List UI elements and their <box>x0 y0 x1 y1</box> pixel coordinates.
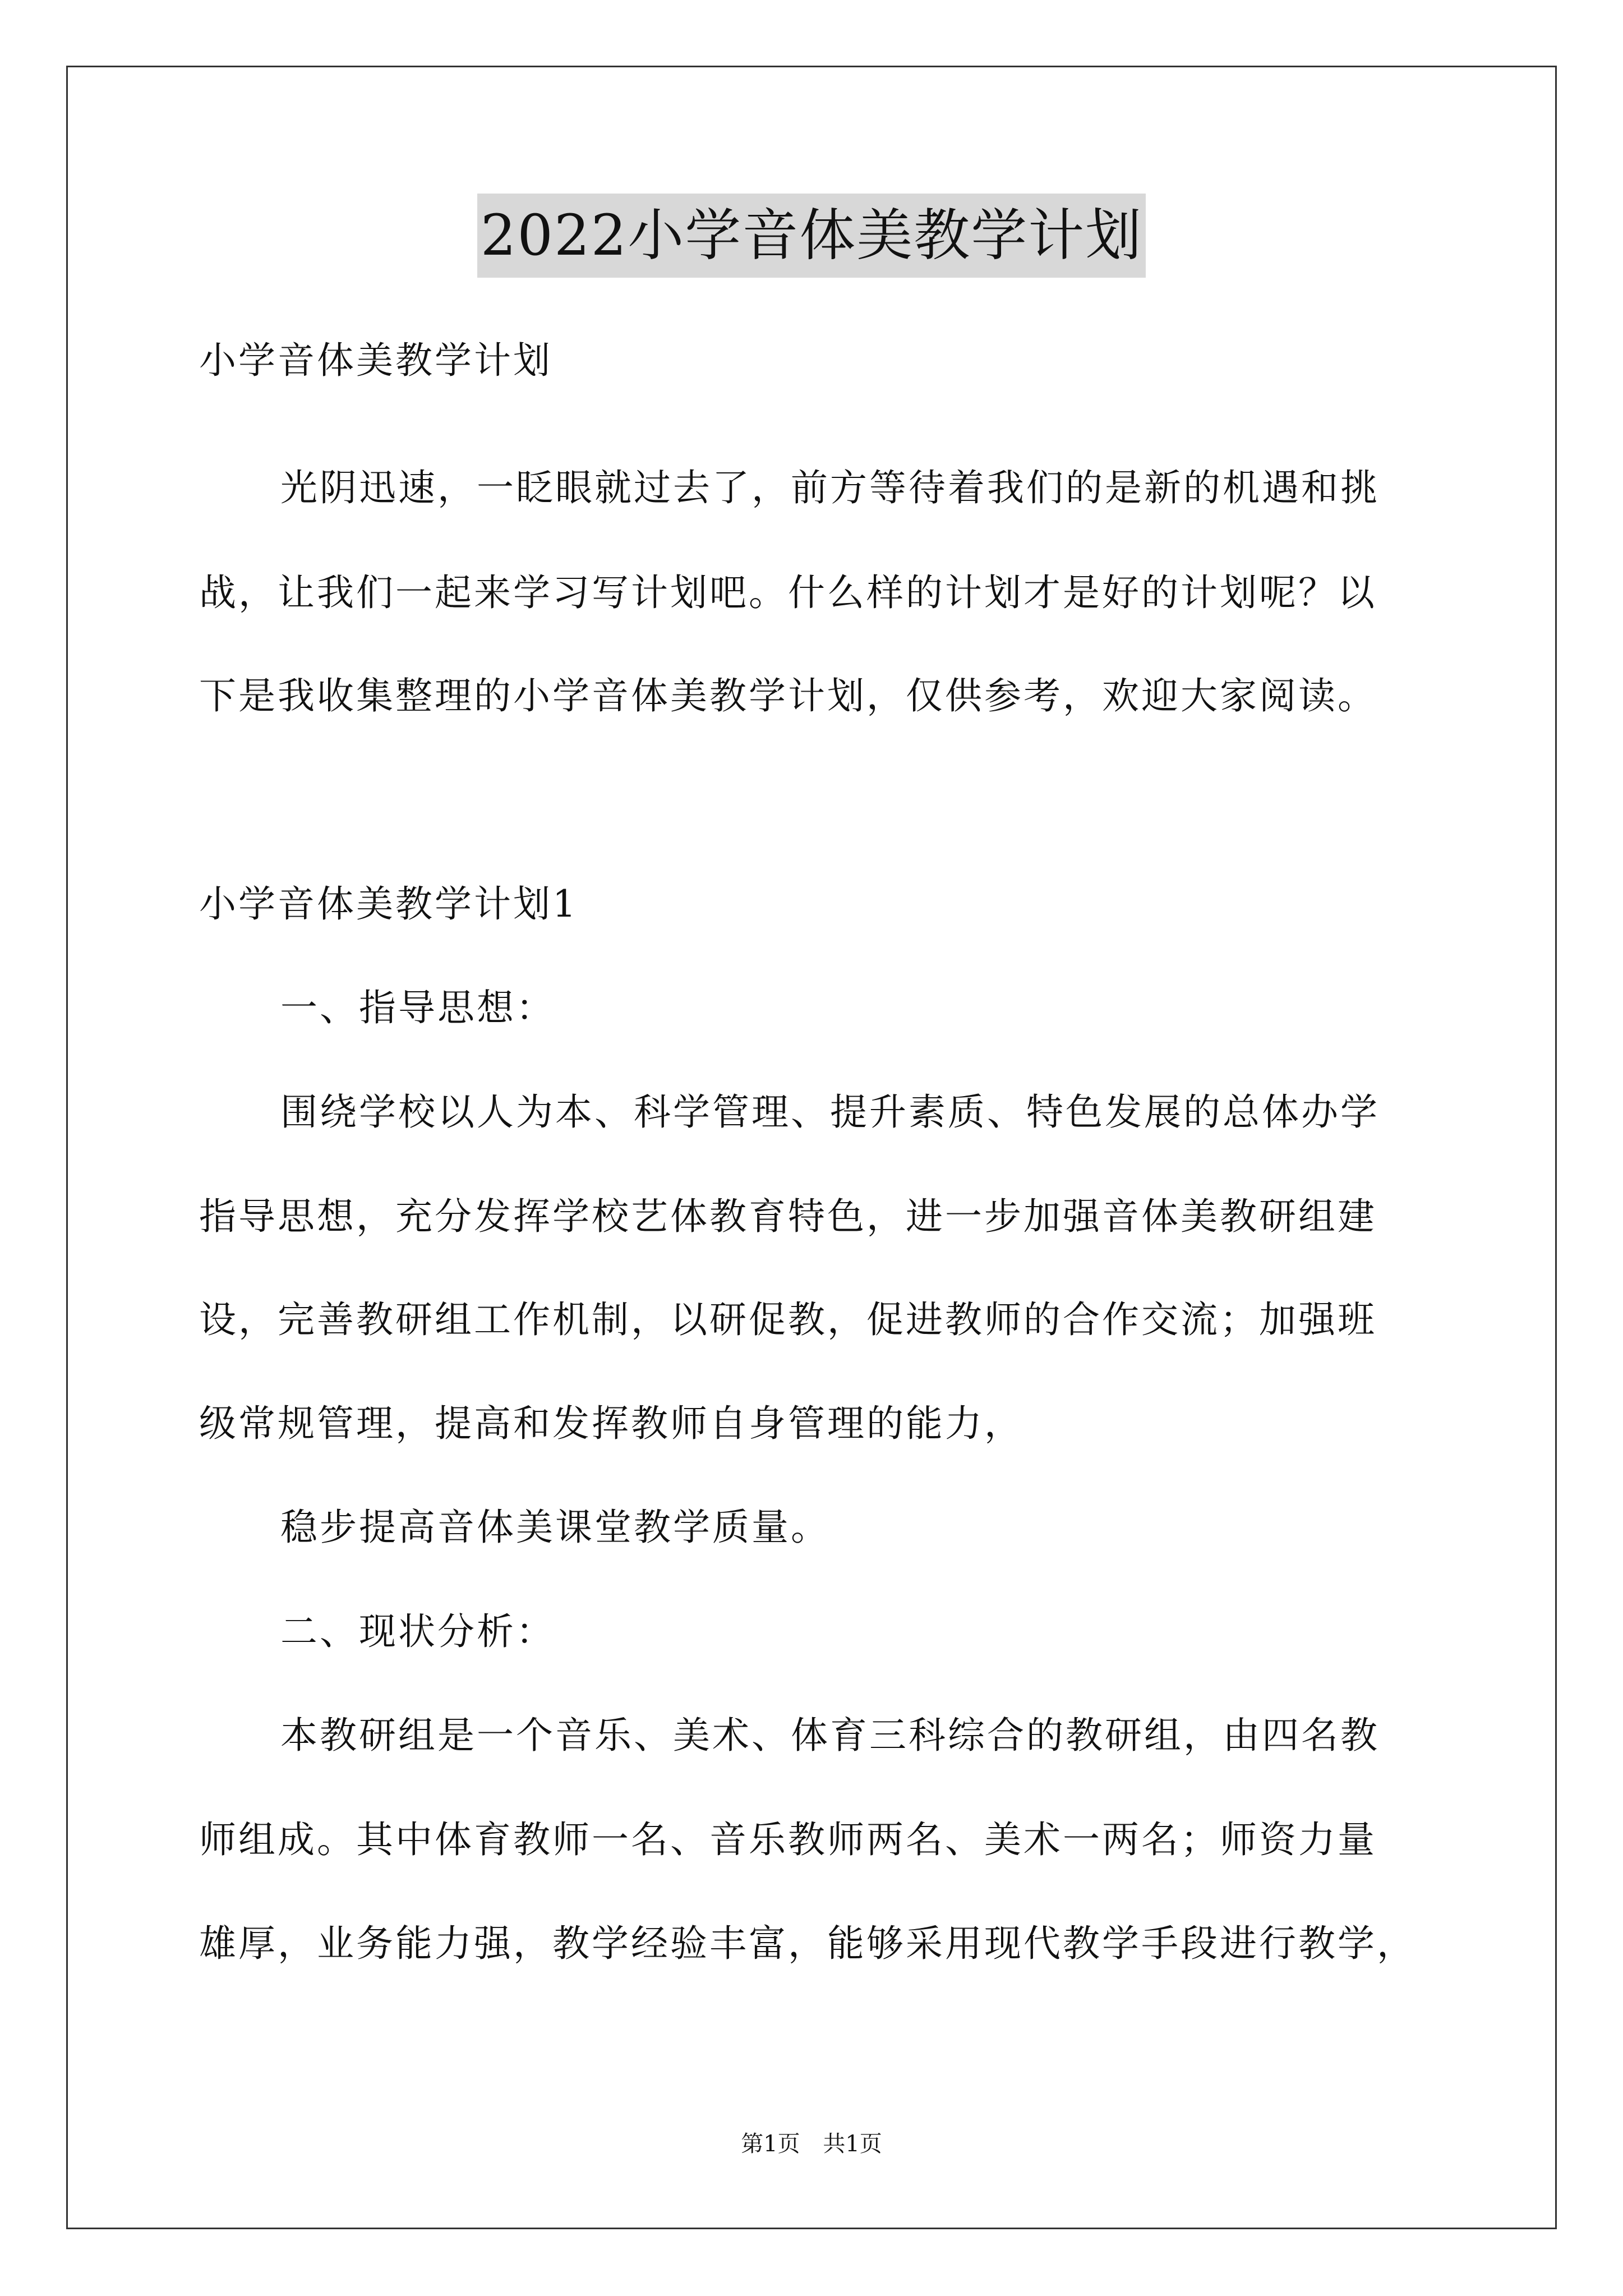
paragraph-quality-line: 稳步提高音体美课堂教学质量。 <box>280 1506 830 1549</box>
page-footer <box>0 2127 1623 2161</box>
page-border <box>66 66 1557 2229</box>
intro-line-3: 下是我收集整理的小学音体美教学计划，仅供参考，欢迎大家阅读。 <box>199 674 1377 717</box>
page-number: 第1页 <box>741 2131 800 2157</box>
section-heading-plan-1: 小学音体美教学计划1 <box>199 882 578 926</box>
document-title: 2022小学音体美教学计划 <box>477 194 1146 278</box>
paragraph-guiding-line-1: 围绕学校以人为本、科学管理、提升素质、特色发展的总体办学 <box>280 1091 1380 1134</box>
intro-line-1: 光阴迅速，一眨眼就过去了，前方等待着我们的是新的机遇和挑 <box>280 466 1380 509</box>
paragraph-guiding-line-2: 指导思想，充分发挥学校艺体教育特色，进一步加强音体美教研组建 <box>199 1195 1377 1238</box>
title-container <box>0 194 1623 278</box>
paragraph-guiding-line-4: 级常规管理，提高和发挥教师自身管理的能力， <box>199 1402 1023 1445</box>
heading-status-analysis: 二、现状分析： <box>280 1610 555 1653</box>
page-total: 共1页 <box>823 2131 882 2157</box>
paragraph-guiding-line-3: 设，完善教研组工作机制，以研促教，促进教师的合作交流；加强班 <box>199 1298 1377 1341</box>
paragraph-status-line-2: 师组成。其中体育教师一名、音乐教师两名、美术一两名；师资力量 <box>199 1818 1377 1861</box>
intro-line-2: 战，让我们一起来学习写计划吧。什么样的计划才是好的计划呢？以 <box>199 571 1377 614</box>
heading-guiding-thought: 一、指导思想： <box>280 986 555 1029</box>
paragraph-status-line-1: 本教研组是一个音乐、美术、体育三科综合的教研组，由四名教 <box>280 1714 1380 1757</box>
subtitle: 小学音体美教学计划 <box>199 339 552 382</box>
paragraph-status-line-3: 雄厚，业务能力强，教学经验丰富，能够采用现代教学手段进行教学， <box>199 1922 1416 1965</box>
